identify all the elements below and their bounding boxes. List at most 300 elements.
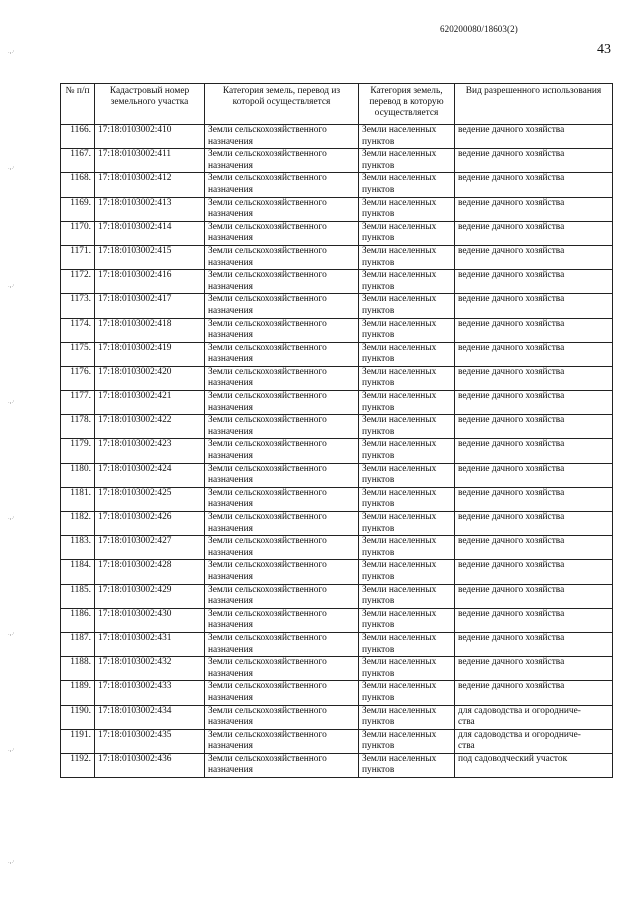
- category-to-cell-line: Земли населенных: [362, 463, 437, 474]
- category-to-cell: [359, 463, 455, 487]
- page-number: 43: [597, 42, 611, 57]
- cadastral-number-cell: [95, 487, 205, 511]
- cadastral-number-cell: [95, 584, 205, 608]
- category-from-cell-line: Земли сельскохозяйственного: [208, 270, 327, 281]
- table-row: [61, 125, 613, 149]
- table-row: [61, 729, 613, 753]
- category-to-cell-line: Земли населенных: [362, 221, 437, 232]
- category-to-cell: [359, 632, 455, 656]
- category-to-cell-line: пунктов: [362, 281, 395, 292]
- row-number-cell: [61, 294, 95, 318]
- row-number-cell-line: 1191.: [70, 729, 91, 740]
- category-to-cell: [359, 729, 455, 753]
- category-from-cell-line: назначения: [208, 402, 253, 413]
- permitted-use-cell: [455, 391, 613, 415]
- permitted-use-cell: [455, 125, 613, 149]
- row-number-cell-line: 1175.: [70, 342, 91, 353]
- category-from-cell-line: Земли сельскохозяйственного: [208, 415, 327, 426]
- cadastral-number-cell: [95, 753, 205, 777]
- category-to-cell-line: пунктов: [362, 451, 395, 462]
- permitted-use-cell: [455, 681, 613, 705]
- cadastral-number-cell-line: 17:18:0103002:436: [98, 753, 172, 764]
- row-number-cell-line: 1168.: [70, 173, 91, 184]
- category-to-cell: [359, 753, 455, 777]
- category-from-cell-line: назначения: [208, 499, 253, 510]
- cadastral-number-cell: [95, 681, 205, 705]
- category-from-cell-line: Земли сельскохозяйственного: [208, 536, 327, 547]
- category-from-cell: [205, 512, 359, 536]
- row-number-cell-line: 1167.: [70, 149, 91, 160]
- category-to-cell: [359, 512, 455, 536]
- permitted-use-cell-line: ведение дачного хозяйства: [458, 391, 565, 402]
- margin-mark: ·›·': [8, 861, 14, 866]
- permitted-use-cell-line: ведение дачного хозяйства: [458, 221, 565, 232]
- cadastral-number-cell: [95, 366, 205, 390]
- permitted-use-cell-line: ведение дачного хозяйства: [458, 681, 565, 692]
- category-to-cell-line: пунктов: [362, 330, 395, 341]
- row-number-cell-line: 1188.: [70, 657, 91, 668]
- table-row: [61, 149, 613, 173]
- permitted-use-cell-line: ведение дачного хозяйства: [458, 463, 565, 474]
- category-from-cell-line: Земли сельскохозяйственного: [208, 705, 327, 716]
- row-number-cell-line: 1177.: [70, 391, 91, 402]
- category-from-cell-line: Земли сельскохозяйственного: [208, 245, 327, 256]
- permitted-use-cell: [455, 415, 613, 439]
- cadastral-number-cell-line: 17:18:0103002:435: [98, 729, 172, 740]
- category-to-cell-line: Земли населенных: [362, 318, 437, 329]
- category-to-cell-line: Земли населенных: [362, 584, 437, 595]
- category-from-cell: [205, 149, 359, 173]
- permitted-use-cell-line: ведение дачного хозяйства: [458, 125, 565, 135]
- cadastral-number-cell-line: 17:18:0103002:412: [98, 173, 172, 184]
- category-to-cell-line: пунктов: [362, 402, 395, 413]
- category-to-cell: [359, 149, 455, 173]
- cadastral-number-cell-line: 17:18:0103002:433: [98, 681, 172, 692]
- cadastral-number-cell-line: 17:18:0103002:411: [98, 149, 172, 160]
- category-from-cell-line: назначения: [208, 596, 253, 607]
- category-from-cell-line: Земли сельскохозяйственного: [208, 294, 327, 305]
- row-number-cell: [61, 342, 95, 366]
- cadastral-number-cell: [95, 245, 205, 269]
- table-row: [61, 632, 613, 656]
- category-from-cell: [205, 197, 359, 221]
- permitted-use-cell: [455, 318, 613, 342]
- category-to-cell: [359, 705, 455, 729]
- category-to-cell-line: Земли населенных: [362, 342, 437, 353]
- category-to-cell-line: пунктов: [362, 257, 395, 268]
- category-to-cell-line: пунктов: [362, 765, 395, 776]
- category-to-cell-line: пунктов: [362, 233, 395, 244]
- category-to-cell-line: пунктов: [362, 571, 395, 582]
- cadastral-number-cell: [95, 197, 205, 221]
- row-number-cell: [61, 149, 95, 173]
- permitted-use-cell-line: ведение дачного хозяйства: [458, 487, 565, 498]
- row-number-cell: [61, 318, 95, 342]
- category-to-cell: [359, 366, 455, 390]
- category-from-cell-line: Земли сельскохозяйственного: [208, 197, 327, 208]
- permitted-use-cell-line: ведение дачного хозяйства: [458, 173, 565, 184]
- cadastral-number-cell-line: 17:18:0103002:414: [98, 221, 172, 232]
- category-to-cell-line: пунктов: [362, 668, 395, 679]
- category-from-cell: [205, 366, 359, 390]
- category-from-cell-line: назначения: [208, 717, 253, 728]
- cadastral-number-cell: [95, 705, 205, 729]
- permitted-use-cell-line: ства: [458, 741, 475, 752]
- permitted-use-cell: [455, 221, 613, 245]
- column-header-permitted-use: Вид разрешенного использования: [455, 84, 613, 125]
- permitted-use-cell-line: ведение дачного хозяйства: [458, 366, 565, 377]
- cadastral-number-cell-line: 17:18:0103002:418: [98, 318, 172, 329]
- category-to-cell-line: Земли населенных: [362, 366, 437, 377]
- category-to-cell-line: Земли населенных: [362, 657, 437, 668]
- row-number-cell: [61, 197, 95, 221]
- category-to-cell-line: Земли населенных: [362, 681, 437, 692]
- category-to-cell: [359, 391, 455, 415]
- cadastral-number-cell-line: 17:18:0103002:417: [98, 294, 172, 305]
- permitted-use-cell-line: для садоводства и огородниче-: [458, 705, 581, 716]
- cadastral-number-cell: [95, 729, 205, 753]
- category-to-cell-line: Земли населенных: [362, 512, 437, 522]
- category-from-cell-line: Земли сельскохозяйственного: [208, 391, 327, 402]
- category-to-cell-line: пунктов: [362, 692, 395, 703]
- category-from-cell: [205, 391, 359, 415]
- row-number-cell: [61, 632, 95, 656]
- table-row: [61, 391, 613, 415]
- category-from-cell-line: назначения: [208, 668, 253, 679]
- category-to-cell-line: пунктов: [362, 644, 395, 655]
- category-from-cell-line: назначения: [208, 765, 253, 776]
- row-number-cell: [61, 512, 95, 536]
- category-from-cell: [205, 487, 359, 511]
- category-to-cell-line: Земли населенных: [362, 608, 437, 619]
- row-number-cell-line: 1173.: [70, 294, 91, 305]
- table-row: [61, 270, 613, 294]
- cadastral-number-cell: [95, 439, 205, 463]
- category-from-cell: [205, 294, 359, 318]
- permitted-use-cell-line: ведение дачного хозяйства: [458, 536, 565, 547]
- cadastral-number-cell-line: 17:18:0103002:426: [98, 512, 172, 522]
- table-row: [61, 584, 613, 608]
- category-from-cell: [205, 245, 359, 269]
- table-row: [61, 366, 613, 390]
- permitted-use-cell-line: ведение дачного хозяйства: [458, 415, 565, 426]
- cadastral-number-cell: [95, 536, 205, 560]
- category-from-cell: [205, 125, 359, 149]
- cadastral-number-cell: [95, 270, 205, 294]
- row-number-cell-line: 1176.: [70, 366, 91, 377]
- category-from-cell-line: Земли сельскохозяйственного: [208, 729, 327, 740]
- table-row: [61, 753, 613, 777]
- category-from-cell: [205, 536, 359, 560]
- category-to-cell: [359, 245, 455, 269]
- permitted-use-cell-line: ведение дачного хозяйства: [458, 318, 565, 329]
- row-number-cell: [61, 705, 95, 729]
- permitted-use-cell-line: ведение дачного хозяйства: [458, 439, 565, 450]
- permitted-use-cell: [455, 512, 613, 536]
- row-number-cell-line: 1184.: [70, 560, 91, 571]
- category-to-cell-line: Земли населенных: [362, 125, 437, 135]
- category-from-cell-line: назначения: [208, 184, 253, 195]
- permitted-use-cell: [455, 149, 613, 173]
- permitted-use-cell-line: ведение дачного хозяйства: [458, 294, 565, 305]
- cadastral-number-cell: [95, 415, 205, 439]
- category-from-cell: [205, 463, 359, 487]
- permitted-use-cell: [455, 245, 613, 269]
- category-to-cell-line: пунктов: [362, 426, 395, 437]
- cadastral-number-cell-line: 17:18:0103002:421: [98, 391, 172, 402]
- category-to-cell: [359, 197, 455, 221]
- category-to-cell-line: пунктов: [362, 717, 395, 728]
- permitted-use-cell: [455, 294, 613, 318]
- cadastral-number-cell-line: 17:18:0103002:410: [98, 125, 172, 135]
- category-to-cell-line: пунктов: [362, 184, 395, 195]
- row-number-cell: [61, 221, 95, 245]
- table-row: [61, 705, 613, 729]
- permitted-use-cell: [455, 487, 613, 511]
- category-from-cell-line: назначения: [208, 620, 253, 631]
- cadastral-number-cell: [95, 632, 205, 656]
- category-to-cell-line: Земли населенных: [362, 753, 437, 764]
- category-to-cell-line: Земли населенных: [362, 705, 437, 716]
- category-to-cell-line: Земли населенных: [362, 197, 437, 208]
- row-number-cell: [61, 536, 95, 560]
- category-to-cell: [359, 294, 455, 318]
- category-to-cell-line: пунктов: [362, 523, 395, 534]
- category-to-cell: [359, 270, 455, 294]
- cadastral-number-cell: [95, 149, 205, 173]
- category-from-cell-line: Земли сельскохозяйственного: [208, 632, 327, 643]
- category-to-cell: [359, 173, 455, 197]
- permitted-use-cell-line: ведение дачного хозяйства: [458, 149, 565, 160]
- row-number-cell: [61, 270, 95, 294]
- land-plot-table: [60, 83, 613, 778]
- category-from-cell: [205, 560, 359, 584]
- category-to-cell-line: Земли населенных: [362, 729, 437, 740]
- category-to-cell-line: Земли населенных: [362, 487, 437, 498]
- category-from-cell: [205, 342, 359, 366]
- category-from-cell: [205, 318, 359, 342]
- row-number-cell-line: 1169.: [70, 197, 91, 208]
- category-from-cell: [205, 705, 359, 729]
- category-to-cell-line: Земли населенных: [362, 149, 437, 160]
- row-number-cell: [61, 584, 95, 608]
- cadastral-number-cell: [95, 221, 205, 245]
- permitted-use-cell: [455, 536, 613, 560]
- category-from-cell-line: назначения: [208, 160, 253, 171]
- permitted-use-cell-line: ведение дачного хозяйства: [458, 270, 565, 281]
- category-to-cell: [359, 415, 455, 439]
- row-number-cell: [61, 366, 95, 390]
- cadastral-number-cell: [95, 391, 205, 415]
- permitted-use-cell-line: ведение дачного хозяйства: [458, 657, 565, 668]
- category-to-cell-line: пунктов: [362, 547, 395, 558]
- table-row: [61, 245, 613, 269]
- category-to-cell: [359, 560, 455, 584]
- cadastral-number-cell: [95, 608, 205, 632]
- category-to-cell-line: пунктов: [362, 160, 395, 171]
- permitted-use-cell: [455, 560, 613, 584]
- category-from-cell-line: Земли сельскохозяйственного: [208, 560, 327, 571]
- category-to-cell: [359, 439, 455, 463]
- category-to-cell-line: пунктов: [362, 354, 395, 365]
- column-header-category-to: Категория земель, перевод в которую осуществляется: [359, 84, 455, 125]
- table-row: [61, 173, 613, 197]
- row-number-cell-line: 1186.: [70, 608, 91, 619]
- category-from-cell-line: назначения: [208, 330, 253, 341]
- permitted-use-cell: [455, 173, 613, 197]
- category-from-cell-line: назначения: [208, 209, 253, 220]
- category-from-cell-line: Земли сельскохозяйственного: [208, 753, 327, 764]
- row-number-cell: [61, 729, 95, 753]
- table-row: [61, 560, 613, 584]
- row-number-cell-line: 1183.: [70, 536, 91, 547]
- cadastral-number-cell-line: 17:18:0103002:419: [98, 342, 172, 353]
- column-header-category-from: Категория земель, перевод из которой осуществляется: [205, 84, 359, 125]
- column-header-number: № п/п: [61, 84, 95, 125]
- category-to-cell-line: Земли населенных: [362, 173, 437, 184]
- category-to-cell: [359, 681, 455, 705]
- row-number-cell-line: 1185.: [70, 584, 91, 595]
- category-to-cell-line: пунктов: [362, 741, 395, 752]
- category-from-cell-line: назначения: [208, 426, 253, 437]
- category-from-cell-line: назначения: [208, 692, 253, 703]
- category-from-cell-line: назначения: [208, 378, 253, 389]
- category-to-cell-line: Земли населенных: [362, 439, 437, 450]
- permitted-use-cell-line: ства: [458, 717, 475, 728]
- permitted-use-cell: [455, 705, 613, 729]
- table-row: [61, 681, 613, 705]
- permitted-use-cell: [455, 366, 613, 390]
- cadastral-number-cell-line: 17:18:0103002:423: [98, 439, 172, 450]
- row-number-cell-line: 1172.: [70, 270, 91, 281]
- category-to-cell: [359, 342, 455, 366]
- category-to-cell: [359, 221, 455, 245]
- category-from-cell-line: назначения: [208, 257, 253, 268]
- category-to-cell-line: пунктов: [362, 620, 395, 631]
- category-to-cell-line: Земли населенных: [362, 245, 437, 256]
- table-row: [61, 342, 613, 366]
- cadastral-number-cell-line: 17:18:0103002:416: [98, 270, 172, 281]
- category-from-cell-line: Земли сельскохозяйственного: [208, 149, 327, 160]
- cadastral-number-cell-line: 17:18:0103002:420: [98, 366, 172, 377]
- category-from-cell-line: назначения: [208, 644, 253, 655]
- cadastral-number-cell: [95, 512, 205, 536]
- category-from-cell: [205, 657, 359, 681]
- row-number-cell: [61, 681, 95, 705]
- permitted-use-cell: [455, 584, 613, 608]
- category-from-cell-line: назначения: [208, 136, 253, 147]
- table-row: [61, 657, 613, 681]
- row-number-cell: [61, 608, 95, 632]
- row-number-cell: [61, 125, 95, 149]
- row-number-cell: [61, 560, 95, 584]
- cadastral-number-cell: [95, 560, 205, 584]
- category-from-cell-line: Земли сельскохозяйственного: [208, 608, 327, 619]
- category-from-cell: [205, 681, 359, 705]
- category-from-cell-line: назначения: [208, 571, 253, 582]
- row-number-cell: [61, 439, 95, 463]
- category-from-cell-line: Земли сельскохозяйственного: [208, 512, 327, 522]
- category-to-cell: [359, 536, 455, 560]
- category-to-cell-line: Земли населенных: [362, 415, 437, 426]
- row-number-cell-line: 1179.: [70, 439, 91, 450]
- permitted-use-cell-line: для садоводства и огородниче-: [458, 729, 581, 740]
- permitted-use-cell-line: под садоводческий участок: [458, 753, 568, 764]
- category-to-cell-line: Земли населенных: [362, 270, 437, 281]
- category-to-cell: [359, 608, 455, 632]
- cadastral-number-cell-line: 17:18:0103002:425: [98, 487, 172, 498]
- row-number-cell-line: 1178.: [70, 415, 91, 426]
- category-to-cell-line: Земли населенных: [362, 632, 437, 643]
- category-from-cell: [205, 221, 359, 245]
- table-row: [61, 415, 613, 439]
- permitted-use-cell: [455, 439, 613, 463]
- row-number-cell: [61, 391, 95, 415]
- permitted-use-cell-line: ведение дачного хозяйства: [458, 342, 565, 353]
- category-to-cell: [359, 657, 455, 681]
- margin-mark: ·›·': [8, 285, 14, 290]
- row-number-cell: [61, 173, 95, 197]
- category-to-cell-line: Земли населенных: [362, 391, 437, 402]
- category-from-cell-line: Земли сельскохозяйственного: [208, 125, 327, 135]
- margin-mark: ·›·': [8, 749, 14, 754]
- category-from-cell: [205, 270, 359, 294]
- table-row: [61, 512, 613, 536]
- row-number-cell-line: 1189.: [70, 681, 91, 692]
- cadastral-number-cell: [95, 294, 205, 318]
- row-number-cell: [61, 245, 95, 269]
- category-from-cell-line: Земли сельскохозяйственного: [208, 657, 327, 668]
- cadastral-number-cell: [95, 342, 205, 366]
- permitted-use-cell-line: ведение дачного хозяйства: [458, 584, 565, 595]
- category-from-cell: [205, 608, 359, 632]
- permitted-use-cell: [455, 657, 613, 681]
- category-from-cell-line: назначения: [208, 233, 253, 244]
- table-row: [61, 197, 613, 221]
- margin-mark: ·›·': [8, 633, 14, 638]
- cadastral-number-cell: [95, 318, 205, 342]
- category-from-cell-line: Земли сельскохозяйственного: [208, 463, 327, 474]
- category-from-cell-line: назначения: [208, 354, 253, 365]
- category-to-cell-line: пунктов: [362, 305, 395, 316]
- table-row: [61, 318, 613, 342]
- category-from-cell-line: Земли сельскохозяйственного: [208, 439, 327, 450]
- table-row: [61, 608, 613, 632]
- cadastral-number-cell-line: 17:18:0103002:413: [98, 197, 172, 208]
- cadastral-number-cell-line: 17:18:0103002:422: [98, 415, 172, 426]
- row-number-cell-line: 1174.: [70, 318, 91, 329]
- permitted-use-cell-line: ведение дачного хозяйства: [458, 608, 565, 619]
- permitted-use-cell: [455, 270, 613, 294]
- permitted-use-cell: [455, 463, 613, 487]
- permitted-use-cell: [455, 753, 613, 777]
- row-number-cell: [61, 657, 95, 681]
- category-from-cell-line: назначения: [208, 547, 253, 558]
- permitted-use-cell-line: ведение дачного хозяйства: [458, 512, 565, 522]
- permitted-use-cell-line: ведение дачного хозяйства: [458, 632, 565, 643]
- category-from-cell: [205, 439, 359, 463]
- category-from-cell-line: Земли сельскохозяйственного: [208, 173, 327, 184]
- category-from-cell-line: Земли сельскохозяйственного: [208, 221, 327, 232]
- table-row: [61, 463, 613, 487]
- category-from-cell-line: Земли сельскохозяйственного: [208, 584, 327, 595]
- category-from-cell-line: Земли сельскохозяйственного: [208, 487, 327, 498]
- permitted-use-cell: [455, 632, 613, 656]
- category-from-cell-line: назначения: [208, 475, 253, 486]
- margin-mark: ·›·': [8, 517, 14, 522]
- cadastral-number-cell: [95, 125, 205, 149]
- permitted-use-cell: [455, 342, 613, 366]
